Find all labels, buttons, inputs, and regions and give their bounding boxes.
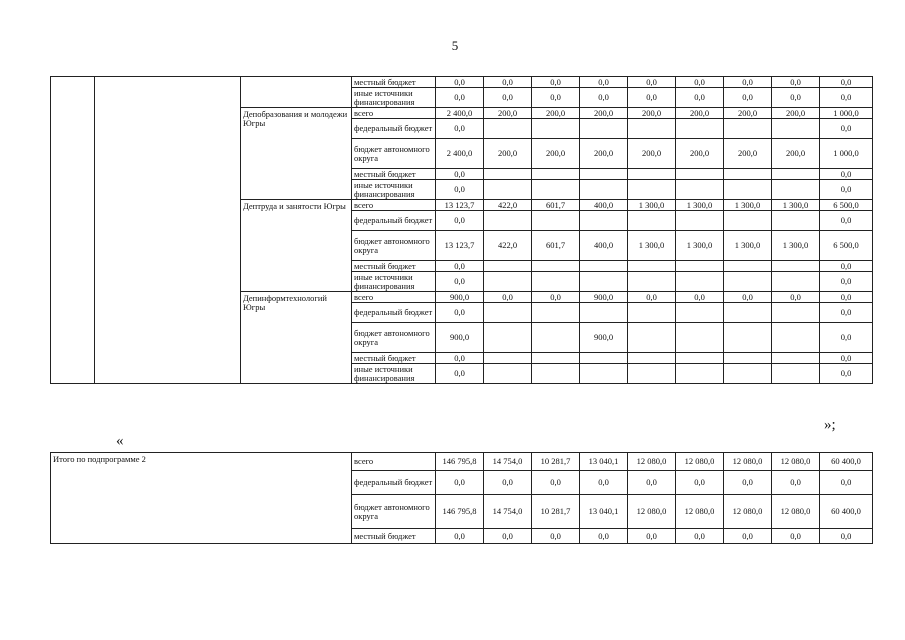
amount-cell: 12 080,0 (628, 495, 676, 529)
amount-cell: 0,0 (772, 77, 820, 88)
subprogram-total-table (50, 452, 873, 544)
amount-cell: 0,0 (820, 364, 873, 384)
amount-cell: 1 300,0 (628, 231, 676, 261)
responsible-org: Депинформтехнологий Югры (241, 292, 352, 384)
funding-source: всего (352, 453, 436, 471)
amount-cell: 200,0 (532, 108, 580, 119)
amount-cell: 200,0 (628, 108, 676, 119)
amount-cell: 0,0 (820, 303, 873, 323)
funding-source: иные источники финансирования (352, 88, 436, 108)
amount-cell (724, 211, 772, 231)
amount-cell: 200,0 (484, 108, 532, 119)
amount-cell: 1 300,0 (724, 200, 772, 211)
amount-cell (724, 353, 772, 364)
amount-cell (724, 119, 772, 139)
amount-cell: 900,0 (436, 323, 484, 353)
amount-cell: 60 400,0 (820, 495, 873, 529)
amount-cell: 0,0 (820, 471, 873, 495)
amount-cell: 0,0 (580, 471, 628, 495)
amount-cell (484, 364, 532, 384)
amount-cell: 200,0 (676, 108, 724, 119)
amount-cell: 0,0 (580, 77, 628, 88)
amount-cell: 0,0 (820, 211, 873, 231)
funding-source: всего (352, 200, 436, 211)
amount-cell: 12 080,0 (628, 453, 676, 471)
amount-cell: 601,7 (532, 200, 580, 211)
amount-cell: 400,0 (580, 200, 628, 211)
amount-cell: 0,0 (436, 471, 484, 495)
funding-source: местный бюджет (352, 353, 436, 364)
amount-cell: 0,0 (436, 169, 484, 180)
amount-cell (484, 180, 532, 200)
amount-cell: 0,0 (436, 77, 484, 88)
amount-cell: 12 080,0 (772, 453, 820, 471)
subprogram-title: Итого по подпрограмме 2 (51, 453, 352, 544)
amount-cell (676, 323, 724, 353)
amount-cell: 0,0 (532, 471, 580, 495)
amount-cell: 1 000,0 (820, 139, 873, 169)
amount-cell: 400,0 (580, 231, 628, 261)
amount-cell (628, 261, 676, 272)
amount-cell: 0,0 (436, 529, 484, 544)
amount-cell (628, 272, 676, 292)
amount-cell: 0,0 (820, 529, 873, 544)
amount-cell: 12 080,0 (724, 453, 772, 471)
amount-cell: 200,0 (484, 139, 532, 169)
amount-cell (676, 272, 724, 292)
amount-cell (580, 119, 628, 139)
amount-cell: 0,0 (724, 471, 772, 495)
amount-cell (724, 169, 772, 180)
amount-cell: 13 123,7 (436, 231, 484, 261)
amount-cell (532, 261, 580, 272)
amount-cell: 14 754,0 (484, 453, 532, 471)
amount-cell (580, 180, 628, 200)
page-number: 5 (451, 38, 459, 53)
funding-source: иные источники финансирования (352, 272, 436, 292)
amount-cell (724, 261, 772, 272)
amount-cell: 0,0 (436, 180, 484, 200)
amount-cell: 200,0 (628, 139, 676, 169)
amount-cell (484, 169, 532, 180)
amount-cell (676, 119, 724, 139)
amount-cell: 0,0 (436, 364, 484, 384)
quote-open: « (116, 433, 124, 449)
amount-cell: 0,0 (484, 77, 532, 88)
amount-cell: 0,0 (724, 292, 772, 303)
amount-cell: 0,0 (532, 529, 580, 544)
amount-cell: 0,0 (820, 119, 873, 139)
funding-source: всего (352, 292, 436, 303)
amount-cell: 0,0 (820, 88, 873, 108)
amount-cell: 13 123,7 (436, 200, 484, 211)
amount-cell (628, 211, 676, 231)
funding-source: федеральный бюджет (352, 303, 436, 323)
amount-cell (628, 323, 676, 353)
amount-cell: 13 040,1 (580, 453, 628, 471)
amount-cell (484, 261, 532, 272)
amount-cell (772, 169, 820, 180)
amount-cell (580, 303, 628, 323)
amount-cell: 0,0 (436, 303, 484, 323)
amount-cell: 146 795,8 (436, 495, 484, 529)
amount-cell: 0,0 (580, 88, 628, 108)
amount-cell: 14 754,0 (484, 495, 532, 529)
amount-cell (676, 303, 724, 323)
amount-cell: 0,0 (820, 169, 873, 180)
amount-cell: 10 281,7 (532, 495, 580, 529)
amount-cell: 1 300,0 (724, 231, 772, 261)
funding-source: бюджет автономного округа (352, 495, 436, 529)
amount-cell: 0,0 (820, 77, 873, 88)
amount-cell (580, 261, 628, 272)
amount-cell: 146 795,8 (436, 453, 484, 471)
responsible-org: Депобразования и молодежи Югры (241, 108, 352, 200)
amount-cell (676, 211, 724, 231)
amount-cell: 0,0 (724, 77, 772, 88)
funding-source: всего (352, 108, 436, 119)
amount-cell: 900,0 (580, 292, 628, 303)
amount-cell (532, 180, 580, 200)
table-row (51, 77, 873, 88)
amount-cell (676, 261, 724, 272)
amount-cell: 1 300,0 (676, 231, 724, 261)
amount-cell (628, 180, 676, 200)
amount-cell: 601,7 (532, 231, 580, 261)
amount-cell (580, 169, 628, 180)
funding-source: иные источники финансирования (352, 364, 436, 384)
amount-cell (484, 323, 532, 353)
amount-cell (772, 353, 820, 364)
number-cell (51, 77, 95, 384)
amount-cell: 0,0 (820, 292, 873, 303)
amount-cell (772, 272, 820, 292)
funding-source: иные источники финансирования (352, 180, 436, 200)
amount-cell (532, 119, 580, 139)
amount-cell: 1 300,0 (772, 231, 820, 261)
amount-cell: 200,0 (676, 139, 724, 169)
amount-cell (628, 119, 676, 139)
funding-source: местный бюджет (352, 529, 436, 544)
amount-cell: 0,0 (676, 529, 724, 544)
amount-cell: 0,0 (532, 77, 580, 88)
amount-cell: 0,0 (628, 88, 676, 108)
amount-cell: 0,0 (820, 180, 873, 200)
funding-source: местный бюджет (352, 169, 436, 180)
amount-cell: 900,0 (436, 292, 484, 303)
amount-cell (628, 364, 676, 384)
funding-table-continued (50, 76, 873, 384)
amount-cell: 0,0 (532, 292, 580, 303)
amount-cell (484, 272, 532, 292)
amount-cell (532, 303, 580, 323)
amount-cell (724, 303, 772, 323)
amount-cell (484, 353, 532, 364)
amount-cell: 12 080,0 (724, 495, 772, 529)
amount-cell: 1 300,0 (676, 200, 724, 211)
funding-source: бюджет автономного округа (352, 139, 436, 169)
amount-cell: 0,0 (484, 292, 532, 303)
amount-cell: 2 400,0 (436, 108, 484, 119)
amount-cell: 0,0 (484, 471, 532, 495)
funding-source: бюджет автономного округа (352, 323, 436, 353)
amount-cell (724, 323, 772, 353)
amount-cell: 200,0 (724, 139, 772, 169)
amount-cell: 0,0 (820, 353, 873, 364)
amount-cell (484, 303, 532, 323)
amount-cell: 0,0 (820, 272, 873, 292)
activity-cell (95, 77, 241, 384)
amount-cell (532, 323, 580, 353)
amount-cell: 0,0 (676, 77, 724, 88)
amount-cell (532, 272, 580, 292)
amount-cell: 200,0 (580, 108, 628, 119)
amount-cell (484, 119, 532, 139)
funding-source: федеральный бюджет (352, 211, 436, 231)
amount-cell: 0,0 (628, 292, 676, 303)
amount-cell: 0,0 (676, 88, 724, 108)
amount-cell: 200,0 (772, 139, 820, 169)
amount-cell: 1 300,0 (772, 200, 820, 211)
amount-cell: 0,0 (628, 471, 676, 495)
amount-cell: 0,0 (820, 261, 873, 272)
amount-cell (676, 353, 724, 364)
amount-cell: 12 080,0 (772, 495, 820, 529)
amount-cell: 422,0 (484, 231, 532, 261)
amount-cell (580, 272, 628, 292)
amount-cell: 13 040,1 (580, 495, 628, 529)
amount-cell: 0,0 (436, 119, 484, 139)
amount-cell: 0,0 (436, 88, 484, 108)
amount-cell: 2 400,0 (436, 139, 484, 169)
funding-source: федеральный бюджет (352, 119, 436, 139)
amount-cell: 1 300,0 (628, 200, 676, 211)
amount-cell (772, 180, 820, 200)
amount-cell: 200,0 (724, 108, 772, 119)
amount-cell: 0,0 (772, 471, 820, 495)
amount-cell (676, 364, 724, 384)
amount-cell: 0,0 (772, 529, 820, 544)
amount-cell: 0,0 (628, 529, 676, 544)
amount-cell (628, 353, 676, 364)
amount-cell: 10 281,7 (532, 453, 580, 471)
amount-cell (724, 180, 772, 200)
org-cell (241, 77, 352, 108)
amount-cell: 12 080,0 (676, 495, 724, 529)
amount-cell (724, 272, 772, 292)
funding-source: бюджет автономного округа (352, 231, 436, 261)
amount-cell (772, 119, 820, 139)
amount-cell: 0,0 (628, 77, 676, 88)
amount-cell: 0,0 (580, 529, 628, 544)
funding-source: местный бюджет (352, 77, 436, 88)
amount-cell (676, 169, 724, 180)
amount-cell: 6 500,0 (820, 231, 873, 261)
amount-cell: 0,0 (436, 272, 484, 292)
amount-cell (532, 353, 580, 364)
amount-cell: 0,0 (724, 529, 772, 544)
funding-source: федеральный бюджет (352, 471, 436, 495)
amount-cell: 0,0 (772, 88, 820, 108)
amount-cell: 0,0 (676, 292, 724, 303)
quote-close: »; (824, 417, 836, 433)
amount-cell (580, 353, 628, 364)
amount-cell: 6 500,0 (820, 200, 873, 211)
amount-cell: 0,0 (676, 471, 724, 495)
amount-cell (484, 211, 532, 231)
amount-cell: 1 000,0 (820, 108, 873, 119)
amount-cell: 0,0 (532, 88, 580, 108)
amount-cell (772, 364, 820, 384)
amount-cell (772, 261, 820, 272)
amount-cell (532, 169, 580, 180)
amount-cell: 900,0 (580, 323, 628, 353)
amount-cell: 12 080,0 (676, 453, 724, 471)
amount-cell (772, 303, 820, 323)
amount-cell (628, 169, 676, 180)
amount-cell (724, 364, 772, 384)
responsible-org: Дептруда и занятости Югры (241, 200, 352, 292)
amount-cell: 200,0 (772, 108, 820, 119)
amount-cell: 0,0 (436, 353, 484, 364)
amount-cell: 200,0 (580, 139, 628, 169)
amount-cell: 0,0 (484, 529, 532, 544)
amount-cell (532, 364, 580, 384)
amount-cell: 0,0 (436, 211, 484, 231)
amount-cell (628, 303, 676, 323)
amount-cell (580, 364, 628, 384)
amount-cell (676, 180, 724, 200)
amount-cell: 422,0 (484, 200, 532, 211)
amount-cell: 200,0 (532, 139, 580, 169)
amount-cell: 0,0 (436, 261, 484, 272)
funding-source: местный бюджет (352, 261, 436, 272)
amount-cell: 0,0 (724, 88, 772, 108)
amount-cell (772, 323, 820, 353)
amount-cell: 0,0 (484, 88, 532, 108)
amount-cell: 0,0 (820, 323, 873, 353)
amount-cell (532, 211, 580, 231)
amount-cell: 60 400,0 (820, 453, 873, 471)
amount-cell (580, 211, 628, 231)
amount-cell: 0,0 (772, 292, 820, 303)
amount-cell (772, 211, 820, 231)
table-row (51, 453, 873, 471)
